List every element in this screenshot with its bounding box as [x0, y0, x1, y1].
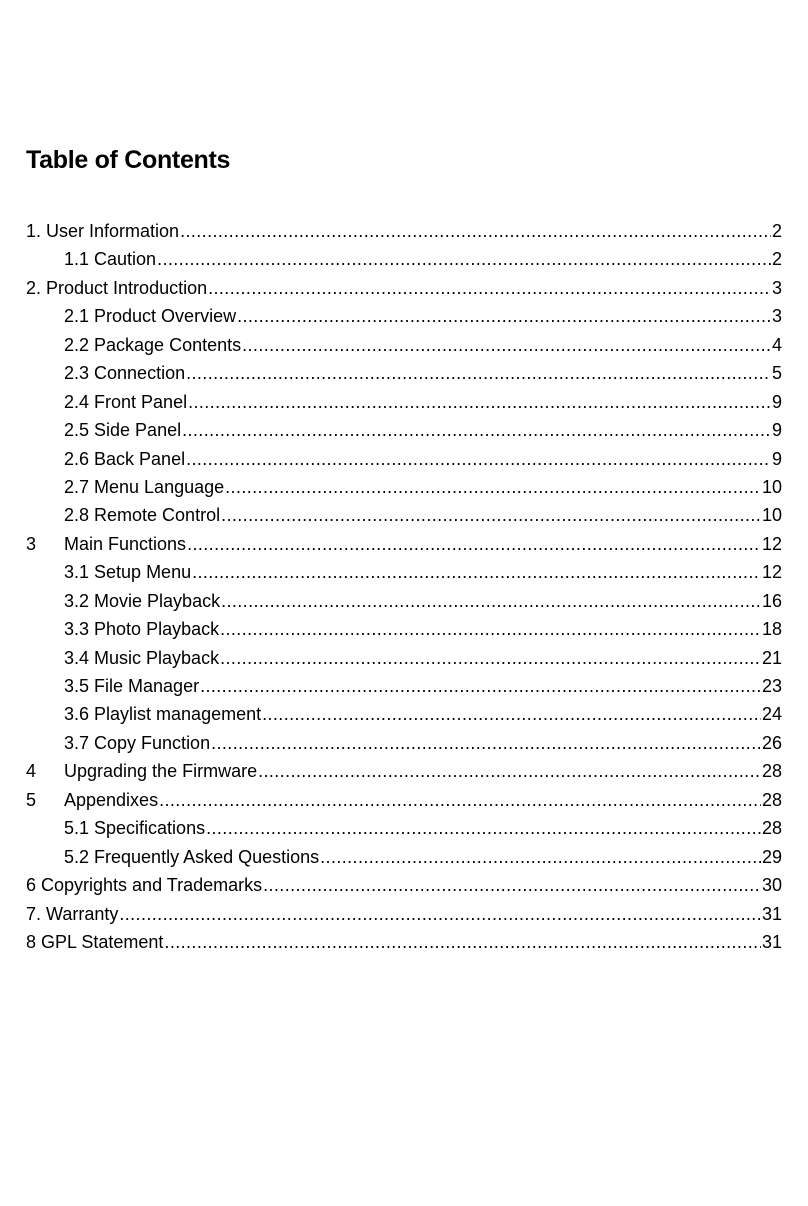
- toc-entry-page-number: 29: [761, 846, 782, 867]
- toc-entry-page-number: 10: [761, 476, 782, 497]
- page-title: Table of Contents: [26, 146, 231, 174]
- toc-entry-page-number: 28: [761, 789, 782, 810]
- dot-leader: [187, 530, 761, 558]
- toc-entry-page-number: 31: [761, 903, 782, 924]
- toc-entry-label: 8 GPL Statement: [26, 931, 164, 952]
- toc-entry[interactable]: [26, 217, 782, 245]
- dot-leader: [180, 217, 771, 245]
- dot-leader: [258, 757, 761, 785]
- toc-entry[interactable]: [26, 388, 782, 416]
- toc-entry[interactable]: [26, 501, 782, 529]
- toc-entry-page-number: 23: [761, 676, 782, 696]
- dot-leader: [263, 871, 761, 899]
- toc-entry-label: 2.8 Remote Control: [64, 505, 221, 526]
- toc-entry[interactable]: [26, 558, 782, 586]
- toc-entry[interactable]: [26, 700, 782, 728]
- toc-entry-page-number: 12: [761, 562, 782, 583]
- dot-leader: [186, 359, 771, 387]
- toc-entry-number: 5: [26, 789, 37, 810]
- dot-leader: [159, 786, 761, 814]
- toc-entry[interactable]: [26, 644, 782, 672]
- table-of-contents: [26, 217, 782, 956]
- toc-entry-page-number: 10: [761, 505, 782, 526]
- toc-entry[interactable]: [26, 445, 782, 473]
- toc-entry[interactable]: [26, 274, 782, 302]
- toc-entry-label: 3.3 Photo Playback: [64, 619, 220, 640]
- toc-entry[interactable]: [26, 786, 782, 814]
- toc-entry-page-number: 28: [761, 818, 782, 839]
- toc-entry[interactable]: [26, 814, 782, 842]
- toc-entry[interactable]: [26, 729, 782, 757]
- dot-leader: [220, 644, 761, 672]
- toc-entry-label: Upgrading the Firmware: [64, 761, 258, 782]
- toc-entry-page-number: 9: [771, 391, 782, 412]
- dot-leader: [208, 274, 771, 302]
- toc-entry-label: Main Functions: [64, 533, 187, 554]
- toc-entry[interactable]: [26, 245, 782, 273]
- toc-entry-page-number: 31: [761, 931, 782, 952]
- toc-entry-label: 2.4 Front Panel: [64, 391, 188, 412]
- dot-leader: [186, 445, 771, 473]
- toc-entry-page-number: 24: [761, 704, 782, 725]
- toc-entry-page-number: 3: [771, 306, 782, 327]
- toc-entry-label: 3.7 Copy Function: [64, 732, 211, 753]
- toc-entry-label: 2.1 Product Overview: [64, 306, 237, 327]
- toc-entry[interactable]: [26, 843, 782, 871]
- toc-entry-label: 3.1 Setup Menu: [64, 562, 192, 583]
- toc-entry-label: 2. Product Introduction: [26, 277, 208, 298]
- toc-entry-page-number: 21: [761, 647, 782, 668]
- toc-entry-label: 6 Copyrights and Trademarks: [26, 875, 263, 896]
- dot-leader: [221, 587, 761, 615]
- toc-entry-label: 2.6 Back Panel: [64, 448, 186, 469]
- toc-entry[interactable]: [26, 359, 782, 387]
- toc-entry-label: 5.1 Specifications: [64, 818, 206, 839]
- dot-leader: [206, 814, 761, 842]
- dot-leader: [220, 615, 761, 643]
- toc-entry[interactable]: [26, 615, 782, 643]
- toc-entry-page-number: 28: [761, 761, 782, 782]
- toc-entry-label: 1. User Information: [26, 221, 180, 241]
- dot-leader: [320, 843, 761, 871]
- toc-entry-page-number: 18: [761, 619, 782, 640]
- dot-leader: [119, 900, 761, 928]
- toc-entry-label: 7. Warranty: [26, 903, 119, 924]
- toc-entry-label: 2.5 Side Panel: [64, 420, 182, 441]
- dot-leader: [211, 729, 761, 757]
- dot-leader: [164, 928, 761, 956]
- dot-leader: [188, 388, 771, 416]
- toc-entry-page-number: 30: [761, 875, 782, 896]
- toc-entry[interactable]: [26, 871, 782, 899]
- dot-leader: [182, 416, 771, 444]
- toc-entry[interactable]: [26, 530, 782, 558]
- toc-entry-page-number: 3: [771, 277, 782, 298]
- toc-entry[interactable]: [26, 587, 782, 615]
- toc-entry-page-number: 9: [771, 448, 782, 469]
- toc-entry-label: 2.7 Menu Language: [64, 476, 225, 497]
- toc-entry[interactable]: [26, 928, 782, 956]
- toc-entry[interactable]: [26, 757, 782, 785]
- dot-leader: [192, 558, 761, 586]
- toc-entry-label: Appendixes: [64, 789, 159, 810]
- dot-leader: [262, 700, 761, 728]
- dot-leader: [242, 331, 771, 359]
- toc-entry-page-number: 5: [771, 363, 782, 384]
- toc-entry-label: 2.3 Connection: [64, 363, 186, 384]
- toc-entry-label: 3.2 Movie Playback: [64, 590, 221, 611]
- dot-leader: [157, 245, 771, 273]
- toc-entry[interactable]: [26, 302, 782, 330]
- toc-entry-page-number: 4: [771, 334, 782, 355]
- toc-entry-page-number: 9: [771, 420, 782, 441]
- toc-entry-label: 5.2 Frequently Asked Questions: [64, 846, 320, 867]
- toc-entry-number: 3: [26, 533, 37, 554]
- toc-entry-label: 3.5 File Manager: [64, 676, 200, 696]
- toc-entry[interactable]: [26, 900, 782, 928]
- toc-entry-label: 3.6 Playlist management: [64, 704, 262, 725]
- toc-entry-page-number: 2: [771, 221, 782, 241]
- toc-entry-label: 2.2 Package Contents: [64, 334, 242, 355]
- dot-leader: [200, 672, 761, 700]
- dot-leader: [221, 501, 761, 529]
- toc-entry-label: 3.4 Music Playback: [64, 647, 220, 668]
- toc-entry-page-number: 26: [761, 732, 782, 753]
- toc-entry[interactable]: [26, 416, 782, 444]
- toc-entry[interactable]: [26, 473, 782, 501]
- dot-leader: [237, 302, 771, 330]
- toc-entry[interactable]: [26, 672, 782, 700]
- toc-entry-page-number: 12: [761, 533, 782, 554]
- dot-leader: [225, 473, 761, 501]
- toc-entry-page-number: 16: [761, 590, 782, 611]
- toc-entry-label: 1.1 Caution: [64, 249, 157, 270]
- toc-entry-number: 4: [26, 761, 37, 782]
- toc-entry-page-number: 2: [771, 249, 782, 270]
- toc-entry[interactable]: [26, 331, 782, 359]
